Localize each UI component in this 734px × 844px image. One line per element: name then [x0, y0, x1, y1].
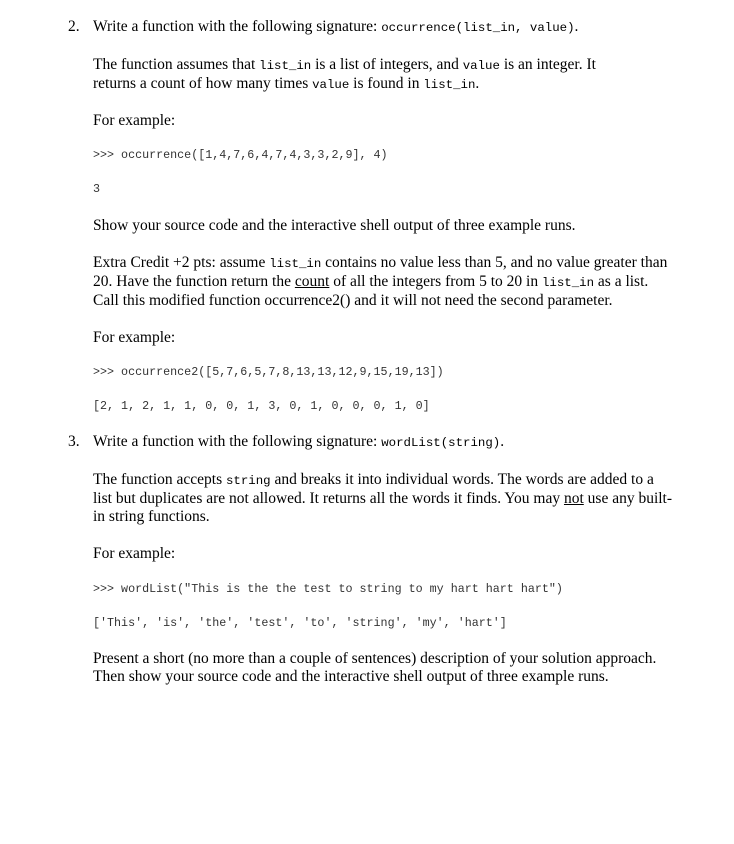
q3-signature: wordList(string) [381, 436, 501, 450]
q2-desc-text-5: . [475, 75, 480, 92]
q2-show-code: Show your source code and the interactive shell output of three example runs. [93, 217, 576, 234]
q2-signature: occurrence(list_in, value) [381, 21, 575, 35]
extra-text-3: of all the integers from 5 to 20 in [329, 273, 542, 290]
q2-desc-code-2: value [462, 59, 500, 73]
q3-desc-text-1: The function accepts [93, 471, 226, 488]
q2-desc-text-3: is an integer. It returns a count of how many times [93, 56, 596, 92]
q2-desc-code-1: list_in [259, 59, 312, 73]
extra-text-4: as a list. Call this modified function occurrence2() and it will not need the second parameter. [93, 273, 649, 309]
q3-underlined-not: not [563, 490, 584, 507]
q3-number: 3. [68, 433, 80, 450]
q2-heading-end: . [574, 18, 579, 35]
q3-heading [93, 433, 693, 452]
q3-present: Present a short (no more than a couple of sentences) description of your solution approach. Then show your source code and the interactive shell output of three example runs. [93, 650, 657, 685]
q2-desc-text-2: is a list of integers, and [311, 56, 463, 73]
q3-example-call: >>> wordList("This is the the test to string to my hart hart hart") [93, 582, 563, 596]
q3-desc-text-2: and breaks it into individual words. The words are added to a list but duplicates are not allowed. It returns all the words it finds. You may [93, 471, 654, 507]
q2-heading [93, 18, 693, 37]
q2-number: 2. [68, 18, 80, 35]
q3-example-output: ['This', 'is', 'the', 'test', 'to', 'string', 'my', 'hart'] [93, 616, 507, 630]
q2-example2-call: >>> occurrence2([5,7,6,5,7,8,13,13,12,9,15,19,13]) [93, 365, 444, 379]
q3-heading-text: Write a function with the following signature: [93, 433, 382, 450]
q2-extra-credit [93, 254, 673, 310]
q3-desc-code-1: string [225, 474, 271, 488]
q2-for-example: For example: [93, 112, 176, 129]
extra-code-2: list_in [541, 276, 595, 290]
q2-desc-text-1: The function assumes that [93, 56, 260, 73]
q2-heading-text: Write a function with the following signature: [93, 18, 382, 35]
q2-desc-code-4: list_in [423, 78, 476, 92]
q2-example-call: >>> occurrence([1,4,7,6,4,7,4,3,3,2,9], 4) [93, 148, 388, 162]
q2-example2-output: [2, 1, 2, 1, 1, 0, 0, 1, 3, 0, 1, 0, 0, 0, 1, 0] [93, 399, 430, 413]
extra-text-1: Extra Credit +2 pts: assume [93, 254, 270, 271]
q3-description [93, 471, 673, 526]
extra-underlined-count: count [294, 273, 330, 290]
q2-example-output: 3 [93, 182, 101, 196]
q2-for-example-2: For example: [93, 329, 176, 346]
q3-heading-end: . [500, 433, 505, 450]
extra-text-2: contains no value less than 5, and no value greater than 20. Have the function return the [93, 254, 668, 290]
q3-for-example: For example: [93, 545, 176, 562]
q3-desc-text-3: use any built-in string functions. [93, 490, 673, 525]
q2-desc-text-4: is found in [349, 75, 424, 92]
q2-description [93, 56, 638, 94]
q2-desc-code-3: value [312, 78, 350, 92]
extra-code-1: list_in [269, 257, 322, 271]
